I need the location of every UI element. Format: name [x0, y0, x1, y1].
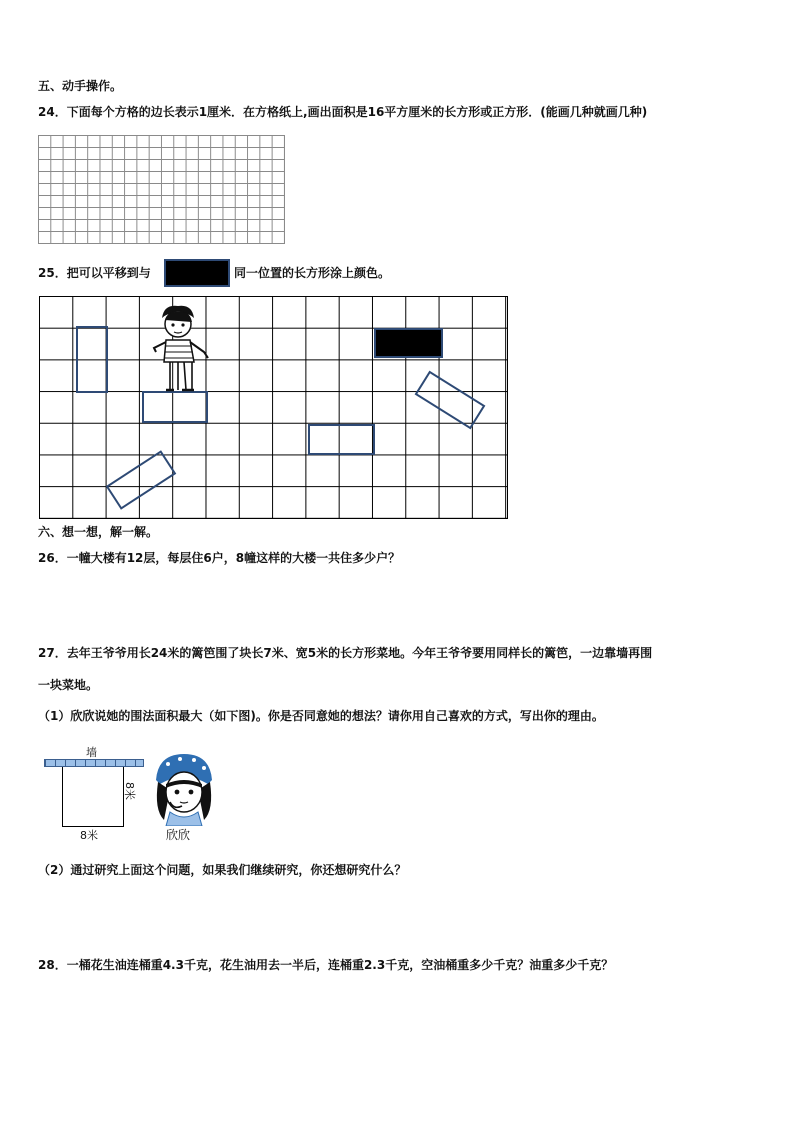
wall-bar: [44, 759, 144, 767]
question-27-line2: 一块菜地。: [38, 678, 99, 692]
horizontal-rectangle-left: [142, 391, 208, 423]
question-26: 26．一幢大楼有12层，每层住6户，8幢这样的大楼一共住多少户？: [38, 551, 401, 565]
vertical-rectangle: [76, 326, 108, 393]
question-27-sub1: （1）欣欣说她的围法面积最大（如下图)。你是否同意她的想法？请你用自己喜欢的方式，写出你的理由。: [38, 709, 604, 723]
section-six-title: 六、想一想，解一解。: [38, 525, 159, 539]
question-28: 28．一桶花生油连桶重4.3千克，花生油用去一半后，连桶重2.3千克，空油桶重多少千克？油重多少千克？: [38, 958, 614, 972]
side-length-label: 8米: [123, 782, 136, 800]
wall-label: 墙: [86, 746, 97, 759]
bottom-length-label: 8米: [80, 829, 98, 842]
square-grid-paper: [38, 135, 285, 244]
horizontal-rectangle-middle: [308, 424, 375, 455]
girl-xinxin-illustration: [148, 750, 220, 826]
boy-illustration: [148, 302, 214, 394]
girl-name-label: 欣欣: [166, 828, 191, 842]
question-24: 24．下面每个方格的边长表示1厘米．在方格纸上,画出面积是16平方厘米的长方形或正方形．(能画几种就画几种): [38, 105, 648, 119]
question-25-part2: 同一位置的长方形涂上颜色。: [234, 266, 391, 280]
target-black-rectangle: [374, 328, 443, 358]
reference-black-rectangle: [164, 259, 230, 287]
section-five-title: 五、动手操作。: [38, 79, 123, 93]
vegetable-field-rectangle: [62, 767, 124, 827]
question-27-sub2: （2）通过研究上面这个问题，如果我们继续研究，你还想研究什么？: [38, 863, 407, 877]
question-25-part1: 25．把可以平移到与: [38, 266, 151, 280]
question-27-line1: 27．去年王爷爷用长24米的篱笆围了块长7米、宽5米的长方形菜地。今年王爷爷要用同样长的篱笆，一边靠墙再围: [38, 646, 653, 660]
